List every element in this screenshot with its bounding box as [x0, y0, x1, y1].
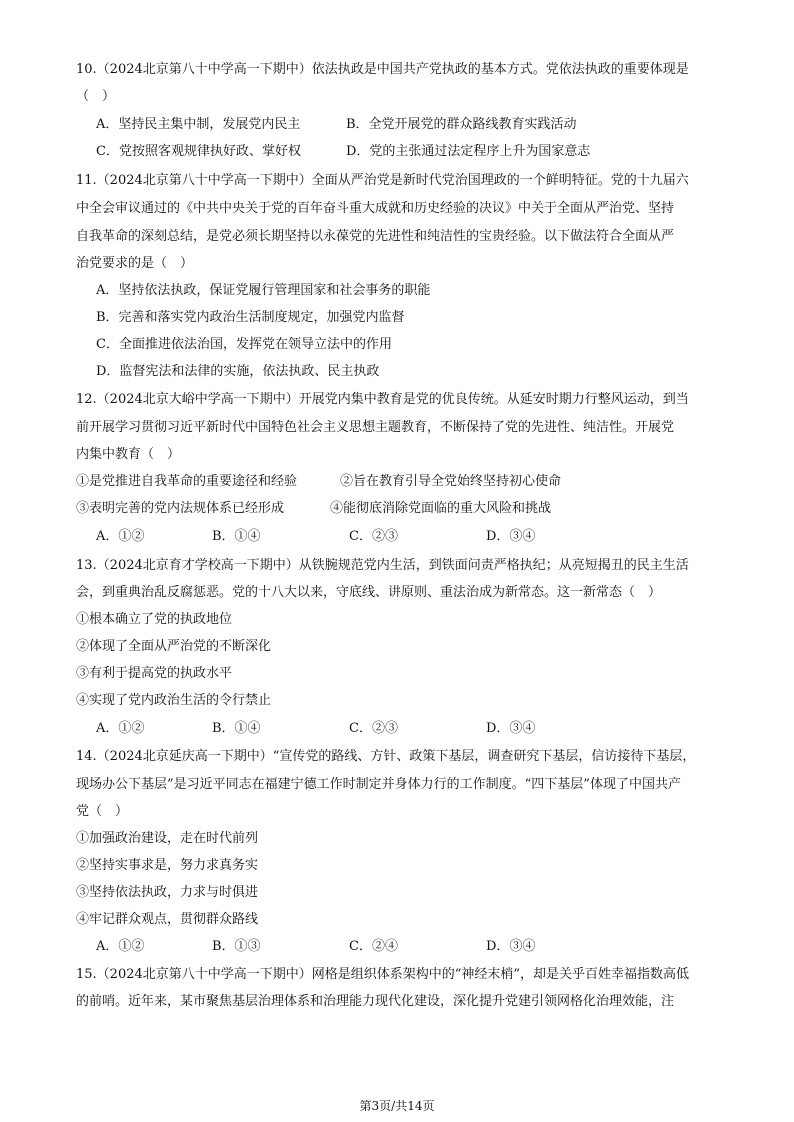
page-number: 第3页/共14页 — [359, 1099, 435, 1113]
q14-statement-2: ②坚持实事求是，努力求真务实 — [76, 858, 259, 873]
q13-option-b: B．①④ — [212, 721, 261, 736]
q11-option-d: D．监督宪法和法律的实施，依法执政、民主执政 — [96, 364, 380, 379]
q13-statement-4: ④实现了党内政治生活的令行禁止 — [76, 693, 272, 708]
q14-option-d: D．③④ — [486, 939, 536, 954]
q14-statement-4: ④牢记群众观点，贯彻群众路线 — [76, 912, 259, 927]
q11-stem: 中全会审议通过的《中共中央关于党的百年奋斗重大成就和历史经验的决议》中关于全面从严治党、坚持 — [76, 201, 675, 216]
q15-stem: 的前哨。近年来，某市聚焦基层治理体系和治理能力现代化建设，深化提升党建引领网格化治理效能，注 — [76, 994, 675, 1009]
q12-statement-1: ①是党推进自我革命的重要途径和经验 — [76, 474, 298, 489]
q14-option-c: C．②④ — [349, 939, 398, 954]
q12-option-c: C．②③ — [349, 529, 398, 544]
q10-stem: （ ） — [76, 89, 116, 104]
q13-statement-3: ③有利于提高党的执政水平 — [76, 666, 233, 681]
q14-option-b: B．①③ — [212, 939, 261, 954]
q14-statement-1: ①加强政治建设，走在时代前列 — [76, 831, 259, 846]
q13-option-d: D．③④ — [486, 721, 536, 736]
q13-option-a: A．①② — [96, 721, 145, 736]
q12-statement-3: ③表明完善的党内法规体系已经形成 — [76, 501, 285, 516]
q12-stem: 内集中教育（ ） — [76, 447, 181, 462]
q13-statement-2: ②体现了全面从严治党的不断深化 — [76, 639, 272, 654]
q14-statement-3: ③坚持依法执政，力求与时俱进 — [76, 885, 259, 900]
q13-option-c: C．②③ — [349, 721, 398, 736]
q14-stem: 现场办公下基层”是习近平同志在福建宁德工作时制定并身体力行的工作制度。“四下基层”体现了中国共产 — [76, 777, 681, 792]
q14-stem: 党（ ） — [76, 804, 129, 819]
q12-option-a: A．①② — [96, 529, 145, 544]
q13-stem: 会，到重典治乱反腐惩恶。党的十八大以来，守底线、讲原则、重法治成为新常态。这一新常态（ ） — [76, 585, 662, 600]
q13-statement-1: ①根本确立了党的执政地位 — [76, 612, 233, 627]
q10-option-a: A．坚持民主集中制，发展党内民主 — [96, 117, 301, 132]
q11-stem: 自我革命的深刻总结，是党必须长期坚持以永葆党的先进性和纯洁性的宝贵经验。以下做法符合全面从严 — [76, 229, 675, 244]
q15-stem: 15.（2024北京第八十中学高一下期中）网格是组织体系架构中的“神经末梢”，却是关乎百姓幸福指数高低 — [76, 967, 690, 982]
q12-statement-4: ④能彻底消除党面临的重大风险和挑战 — [330, 501, 552, 516]
q13-stem: 13.（2024北京育才学校高一下期中）从铁腕规范党内生活，到铁面问责严格执纪；从亮短揭丑的民主生活 — [76, 558, 689, 573]
q14-option-a: A．①② — [96, 939, 145, 954]
q11-stem: 11.（2024北京第八十中学高一下期中）全面从严治党是新时代党治国理政的一个鲜明特征。党的十九届六 — [76, 173, 689, 188]
q11-stem: 治党要求的是（ ） — [76, 256, 194, 271]
q14-stem: 14.（2024北京延庆高一下期中）“宣传党的路线、方针、政策下基层，调查研究下基层，信访接待下基层， — [76, 749, 696, 764]
q11-option-c: C．全面推进依法治国，发挥党在领导立法中的作用 — [96, 337, 392, 352]
q10-option-d: D．党的主张通过法定程序上升为国家意志 — [346, 144, 591, 159]
q11-option-b: B．完善和落实党内政治生活制度规定，加强党内监督 — [96, 310, 405, 325]
q12-stem: 前开展学习贯彻习近平新时代中国特色社会主义思想主题教育，不断保持了党的先进性、纯洁性。开展党 — [76, 420, 675, 435]
q12-stem: 12.（2024北京大峪中学高一下期中）开展党内集中教育是党的优良传统。从延安时期力行整风运动，到当 — [76, 392, 689, 407]
q10-stem: 10.（2024北京第八十中学高一下期中）依法执政是中国共产党执政的基本方式。党依法执政的重要体现是 — [76, 62, 689, 77]
q12-option-b: B．①④ — [212, 529, 261, 544]
q10-option-c: C．党按照客观规律执好政、掌好权 — [96, 144, 301, 159]
q12-option-d: D．③④ — [486, 529, 536, 544]
q10-option-b: B．全党开展党的群众路线教育实践活动 — [346, 117, 577, 132]
q11-option-a: A．坚持依法执政，保证党履行管理国家和社会事务的职能 — [96, 283, 431, 298]
q12-statement-2: ②旨在教育引导全党始终坚持初心使命 — [340, 474, 562, 489]
